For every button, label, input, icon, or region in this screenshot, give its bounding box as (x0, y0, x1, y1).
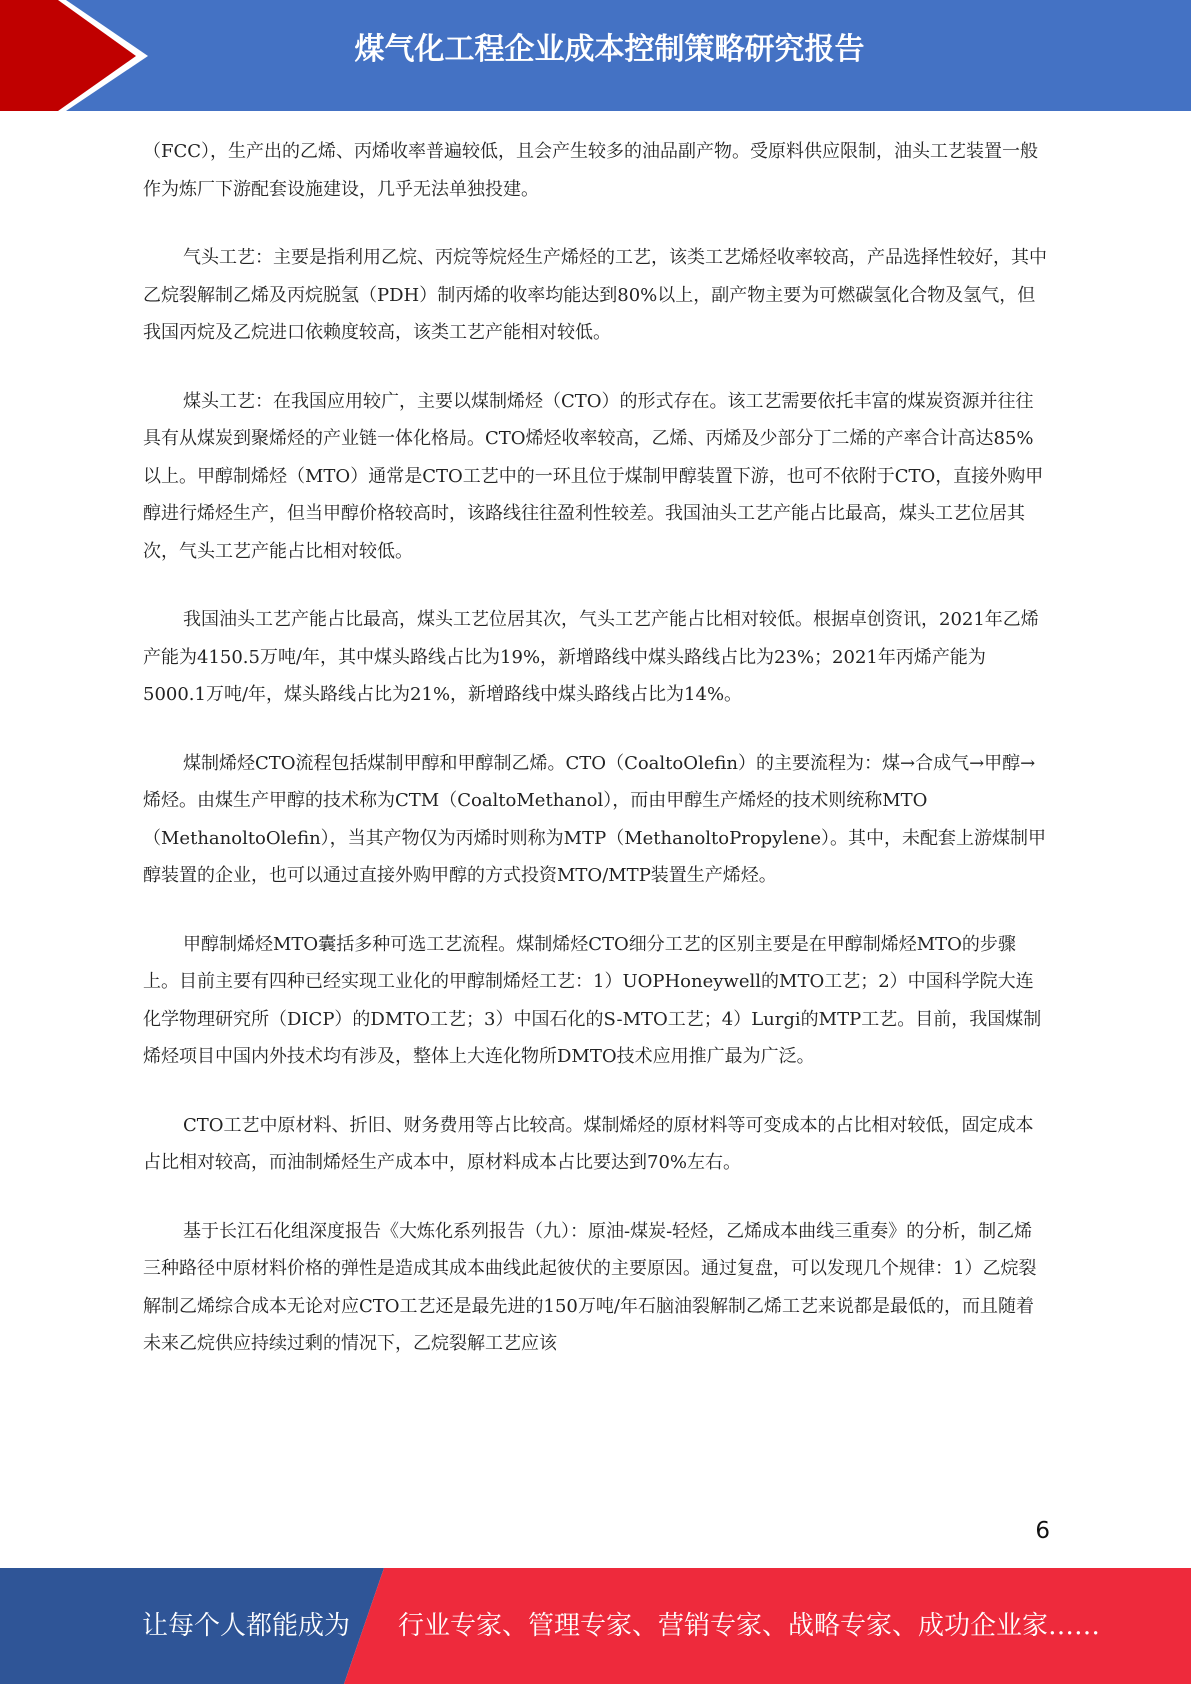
header-bar (0, 0, 1191, 111)
paragraph: 煤头工艺：在我国应用较广，主要以煤制烯烃（CTO）的形式存在。该工艺需要依托丰富的煤炭资源并往往具有从煤炭到聚烯烃的产业链一体化格局。CTO烯烃收率较高，乙烯、丙烯及少部分丁二烯的产率合计高达85%以上。甲醇制烯烃（MTO）通常是CTO工艺中的一环且位于煤制甲醇装置下游，也可不依附于CTO，直接外购甲醇进行烯烃生产，但当甲醇价格较高时，该路线往往盈利性较差。我国油头工艺产能占比最高，煤头工艺位居其次，气头工艺产能占比相对较低。 (143, 390, 1044, 562)
footer-slogan-left: 让每个人都能成为 (142, 1611, 351, 1641)
paragraph: 我国油头工艺产能占比最高，煤头工艺位居其次，气头工艺产能占比相对较低。根据卓创资讯，2021年乙烯产能为4150.5万吨/年，其中煤头路线占比为19%，新增路线中煤头路线占比为23%；2021年丙烯产能为5000.1万吨/年，煤头路线占比为21%，新增路线中煤头路线占比为14%。 (143, 609, 1039, 705)
paragraph: 煤制烯烃CTO流程包括煤制甲醇和甲醇制乙烯。CTO（CoaltoOlefin）的主要流程为：煤→合成气→甲醇→烯烃。由煤生产甲醇的技术称为CTM（CoaltoMethanol），而由甲醇生产烯烃的技术则统称MTO（MethanoltoOlefin），当其产物仅为丙烯时则称为MTP（MethanoltoPropylene）。其中，未配套上游煤制甲醇装置的企业，也可以通过直接外购甲醇的方式投资MTO/MTP装置生产烯烃。 (143, 752, 1047, 886)
paragraph: 气头工艺：主要是指利用乙烷、丙烷等烷烃生产烯烃的工艺，该类工艺烯烃收率较高，产品选择性较好，其中乙烷裂解制乙烯及丙烷脱氢（PDH）制丙烯的收率均能达到80%以上，副产物主要为可燃碳氢化合物及氢气，但我国丙烷及乙烷进口依赖度较高，该类工艺产能相对较低。 (143, 247, 1047, 343)
body-text (143, 133, 1048, 1394)
page-number: 6 (1035, 1518, 1050, 1544)
paragraph: （FCC），生产出的乙烯、丙烯收率普遍较低，且会产生较多的油品副产物。受原料供应限制，油头工艺装置一般作为炼厂下游配套设施建设，几乎无法单独投建。 (143, 141, 1039, 200)
paragraph: 甲醇制烯烃MTO囊括多种可选工艺流程。煤制烯烃CTO细分工艺的区别主要是在甲醇制烯烃MTO的步骤上。目前主要有四种已经实现工业化的甲醇制烯烃工艺：1）UOPHoneywell的MTO工艺；2）中国科学院大连化学物理研究所（DICP）的DMTO工艺；3）中国石化的S-MTO工艺；4）Lurgi的MTP工艺。目前，我国煤制烯烃项目中国内外技术均有涉及，整体上大连化物所DMTO技术应用推广最为广泛。 (143, 933, 1042, 1067)
paragraph: 基于长江石化组深度报告《大炼化系列报告（九）：原油-煤炭-轻烃，乙烯成本曲线三重奏》的分析，制乙烯三种路径中原材料价格的弹性是造成其成本曲线此起彼伏的主要原因。通过复盘，可以发现几个规律：1）乙烷裂解制乙烯综合成本无论对应CTO工艺还是最先进的150万吨/年石脑油裂解制乙烯工艺来说都是最低的，而且随着未来乙烷供应持续过剩的情况下，乙烷裂解工艺应该 (143, 1220, 1037, 1354)
page-title: 煤气化工程企业成本控制策略研究报告 (354, 32, 865, 67)
footer-banner (0, 1568, 1191, 1684)
footer-slogan-right: 行业专家、管理专家、营销专家、战略专家、成功企业家…… (398, 1611, 1101, 1641)
paragraph: CTO工艺中原材料、折旧、财务费用等占比较高。煤制烯烃的原材料等可变成本的占比相对较低，固定成本占比相对较高，而油制烯烃生产成本中，原材料成本占比要达到70%左右。 (143, 1114, 1034, 1173)
